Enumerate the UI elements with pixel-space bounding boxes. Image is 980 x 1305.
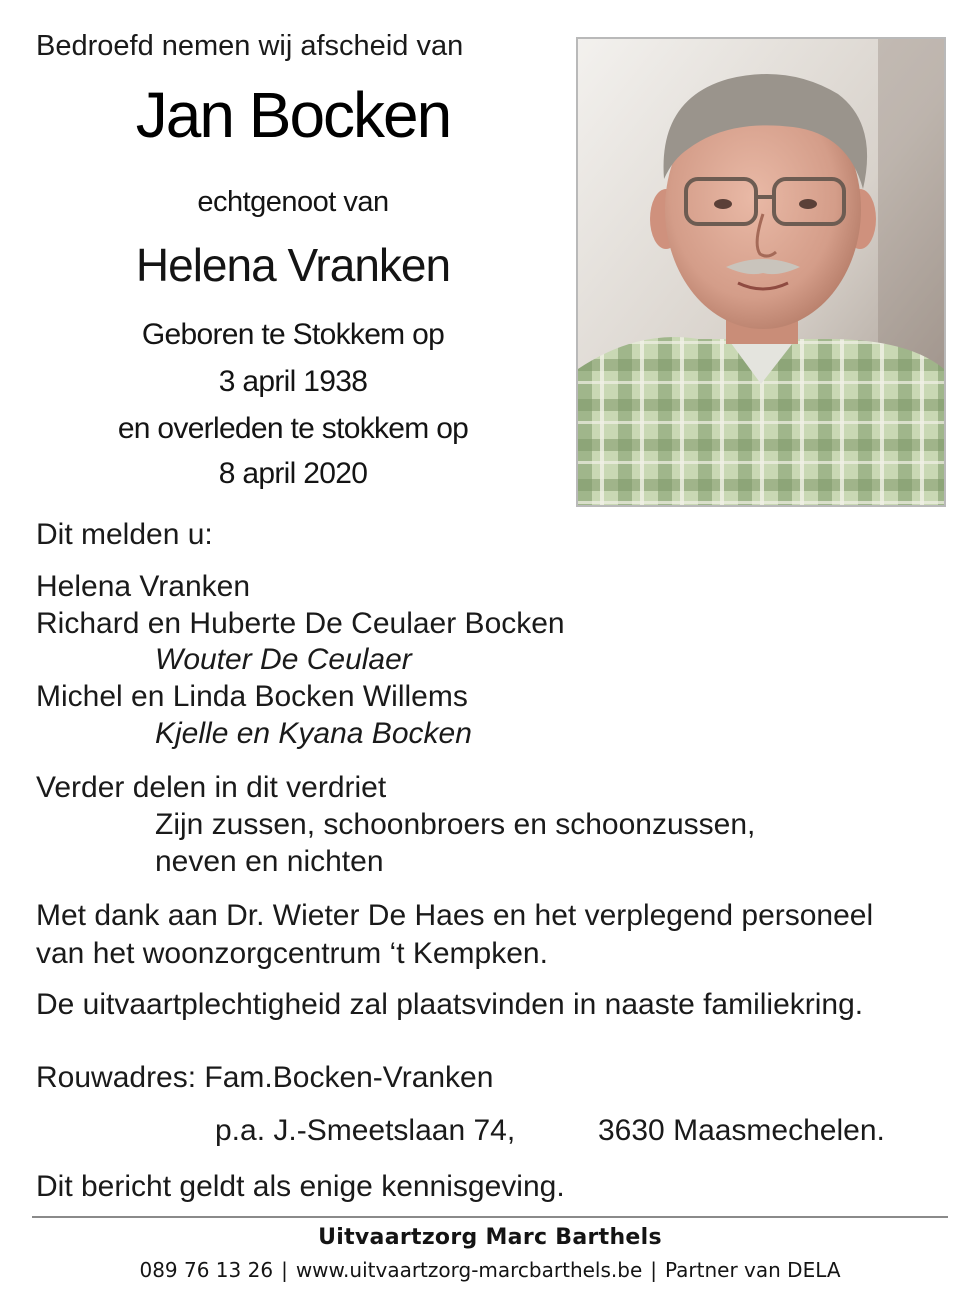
thanks-line: Met dank aan Dr. Wieter De Haes en het verplegend personeel bbox=[36, 899, 874, 932]
closing-text: Dit bericht geldt als enige kennisgeving. bbox=[36, 1170, 565, 1203]
family-member: Helena Vranken bbox=[36, 570, 251, 603]
spouse-intro: echtgenoot van bbox=[197, 186, 389, 218]
footer-partner: Partner van DELA bbox=[665, 1258, 841, 1282]
address-city: 3630 Maasmechelen. bbox=[598, 1114, 885, 1147]
address-street: p.a. J.-Smeetslaan 74, bbox=[215, 1114, 516, 1147]
family-member: Richard en Huberte De Ceulaer Bocken bbox=[36, 607, 565, 640]
announcement-heading: Dit melden u: bbox=[36, 518, 213, 551]
intro-text: Bedroefd nemen wij afscheid van bbox=[36, 30, 464, 62]
further-line: neven en nichten bbox=[155, 845, 384, 878]
portrait-photo bbox=[576, 37, 946, 507]
died-text: en overleden te stokkem op bbox=[117, 412, 469, 445]
thanks-line: van het woonzorgcentrum ‘t Kempken. bbox=[36, 937, 548, 970]
funeral-company-name: Uitvaartzorg Marc Barthels bbox=[318, 1225, 662, 1250]
born-text: Geboren te Stokkem op bbox=[141, 318, 445, 351]
spouse-name: Helena Vranken bbox=[135, 239, 451, 291]
footer-divider bbox=[32, 1216, 948, 1218]
family-member-grandchild: Wouter De Ceulaer bbox=[155, 643, 412, 676]
footer-contact bbox=[0, 1258, 980, 1282]
portrait-illustration bbox=[578, 39, 944, 505]
footer-phone: 089 76 13 26 bbox=[139, 1258, 274, 1282]
family-member-grandchild: Kjelle en Kyana Bocken bbox=[155, 717, 472, 750]
address-label: Rouwadres: Fam.Bocken-Vranken bbox=[36, 1061, 494, 1094]
family-member: Michel en Linda Bocken Willems bbox=[36, 680, 468, 713]
ceremony-text: De uitvaartplechtigheid zal plaatsvinden in naaste familiekring. bbox=[36, 988, 864, 1021]
footer-website: www.uitvaartzorg-marcbarthels.be bbox=[295, 1258, 643, 1282]
deceased-name: Jan Bocken bbox=[135, 79, 451, 151]
further-line: Zijn zussen, schoonbroers en schoonzussen, bbox=[155, 808, 756, 841]
footer-separator: | bbox=[281, 1258, 288, 1282]
died-date: 8 april 2020 bbox=[218, 457, 368, 490]
further-heading: Verder delen in dit verdriet bbox=[36, 771, 387, 804]
born-date: 3 april 1938 bbox=[218, 365, 368, 398]
footer-separator: | bbox=[650, 1258, 658, 1282]
